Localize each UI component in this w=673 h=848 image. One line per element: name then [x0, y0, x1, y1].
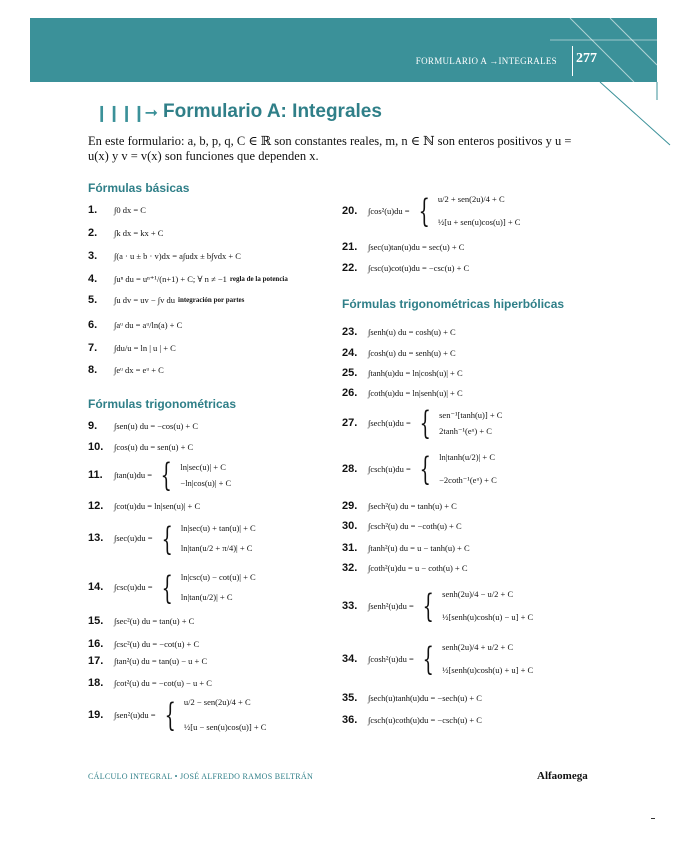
- title-row: [95, 101, 382, 123]
- formula-33: [342, 589, 533, 623]
- formula-expression: ∫csc(u)du =: [114, 582, 153, 592]
- formula-13: [88, 519, 256, 558]
- formula-note: regla de la potencia: [229, 275, 288, 283]
- brace-icon: {: [161, 568, 173, 607]
- formula-7: [88, 343, 176, 354]
- formula-number: 34.: [342, 652, 358, 665]
- formula-8: [88, 365, 164, 376]
- brace-icon: {: [422, 640, 434, 678]
- formula-expression: ∫sec²(u) du = tan(u) + C: [114, 616, 195, 626]
- brace-icon: {: [419, 450, 431, 488]
- formula-expression: ∫csch²(u) du = −coth(u) + C: [368, 521, 462, 531]
- formula-number: 28.: [342, 462, 358, 475]
- formula-36: [342, 715, 482, 726]
- formula-19: [88, 697, 266, 733]
- formula-21: [342, 242, 464, 253]
- case-2: ½[u + sen(u)cos(u)] + C: [437, 217, 521, 227]
- formula-10: [88, 442, 193, 453]
- formula-12: [88, 501, 200, 512]
- brace-icon: {: [160, 456, 172, 494]
- formula-15: [88, 616, 194, 627]
- formula-35: [342, 693, 482, 704]
- case-2: ½[u − sen(u)cos(u)] + C: [183, 722, 267, 732]
- formula-number: 4.: [88, 273, 98, 285]
- case-2: ln|tan(u/2)| + C: [180, 592, 233, 602]
- formula-20: [342, 194, 520, 228]
- formula-expression: ∫csch(u)du =: [368, 463, 411, 474]
- formula-expression: ∫sech(u)tanh(u)du = −sech(u) + C: [368, 693, 482, 703]
- formula-expression: ∫csch(u)coth(u)du = −csch(u) + C: [368, 715, 482, 725]
- formula-expression: ∫cos(u) du = sen(u) + C: [114, 442, 194, 452]
- formula-number: 30.: [342, 520, 358, 532]
- formula-30: [342, 521, 462, 532]
- formula-number: 35.: [342, 692, 358, 704]
- case-1: sen⁻¹[tanh(u)] + C: [439, 409, 503, 420]
- formula-17: [88, 656, 207, 667]
- formula-expression: ∫(a · u ± b · v)dx = a∫udx ± b∫vdx + C: [114, 251, 241, 261]
- formula-number: 13.: [88, 532, 104, 544]
- formula-29: [342, 501, 457, 512]
- case-2: 2tanh⁻¹(eᵘ) + C: [439, 425, 492, 436]
- page-mark: [651, 818, 655, 819]
- formula-number: 36.: [342, 714, 358, 726]
- formula-number: 8.: [88, 364, 98, 376]
- formula-note: integración por partes: [178, 296, 245, 304]
- formula-28: [342, 452, 497, 486]
- case-1: ln|csc(u) − cot(u)| + C: [180, 572, 256, 582]
- formula-9: [88, 421, 198, 432]
- formula-expression: ∫sec(u)tan(u)du = sec(u) + C: [368, 242, 465, 252]
- formula-24: [342, 348, 456, 359]
- formula-14: [88, 568, 256, 607]
- formula-expression: ∫sen(u) du = −cos(u) + C: [114, 421, 198, 431]
- formula-expression: ∫0 dx = C: [114, 205, 146, 215]
- formula-number: 12.: [88, 500, 104, 512]
- formula-number: 14.: [88, 581, 104, 593]
- formula-expression: ∫cot²(u) du = −cot(u) − u + C: [114, 678, 212, 688]
- formula-expression: ∫cot(u)du = ln|sen(u)| + C: [114, 501, 201, 511]
- formula-23: [342, 327, 456, 338]
- formula-expression: ∫k dx = kx + C: [114, 228, 164, 238]
- formula-number: 21.: [342, 241, 358, 253]
- formula-3: [88, 251, 241, 262]
- formula-5: [88, 295, 244, 306]
- intro-paragraph: En este formulario: a, b, p, q, C ∈ ℝ son constantes reales, m, n ∈ ℕ son enteros positivos y u = u(x) y v = v(x) son funciones que dependen x.: [88, 134, 572, 163]
- formula-number: 23.: [342, 326, 358, 338]
- brace-icon: {: [164, 696, 176, 734]
- case-1: ln|tanh(u/2)| + C: [439, 452, 496, 462]
- formula-number: 16.: [88, 638, 104, 650]
- formula-34: [342, 642, 533, 676]
- section-basic-heading: Fórmulas básicas: [88, 181, 190, 195]
- formula-number: 6.: [88, 319, 98, 331]
- formula-expression: ∫cos²(u)du =: [368, 205, 410, 216]
- formula-number: 19.: [88, 708, 104, 721]
- formula-2: [88, 228, 163, 239]
- formula-number: 9.: [88, 420, 98, 432]
- header-outline: [0, 0, 673, 150]
- formula-22: [342, 263, 469, 274]
- formula-expression: ∫eᵘ dx = eᵘ + C: [114, 365, 164, 375]
- formula-expression: ∫sech²(u) du = tanh(u) + C: [368, 501, 457, 511]
- formula-expression: ∫coth(u)du = ln|senh(u)| + C: [368, 388, 463, 398]
- case-1: ln|sec(u)| + C: [180, 461, 226, 472]
- formula-expression: ∫senh(u) du = cosh(u) + C: [368, 327, 456, 337]
- formula-expression: ∫csc²(u) du = −cot(u) + C: [114, 639, 200, 649]
- formula-25: [342, 368, 463, 379]
- formula-6: [88, 320, 182, 331]
- formula-4: [88, 274, 288, 285]
- page-title: Formulario A: Integrales: [163, 101, 382, 122]
- formula-number: 24.: [342, 347, 358, 359]
- formula-number: 7.: [88, 342, 98, 354]
- formula-expression: ∫cosh(u) du = senh(u) + C: [368, 348, 456, 358]
- case-1: senh(2u)/4 − u/2 + C: [442, 589, 514, 599]
- formula-number: 10.: [88, 441, 104, 453]
- case-2: −2coth⁻¹(eᵘ) + C: [439, 475, 497, 485]
- case-2: −ln|cos(u)| + C: [180, 477, 232, 488]
- formula-number: 20.: [342, 204, 358, 217]
- formula-number: 18.: [88, 677, 104, 689]
- formula-number: 3.: [88, 250, 98, 262]
- brace-icon: {: [161, 519, 173, 558]
- formula-number: 15.: [88, 615, 104, 627]
- case-1: ln|sec(u) + tan(u)| + C: [180, 523, 256, 533]
- formula-11: [88, 456, 232, 494]
- formula-expression: ∫u dv = uv − ∫v du: [114, 295, 175, 305]
- formula-27: [342, 404, 503, 442]
- title-arrow-icon: ❙❙❙❙➞: [95, 102, 158, 122]
- formula-expression: ∫csc(u)cot(u)du = −csc(u) + C: [368, 263, 470, 273]
- case-1: senh(2u)/4 + u/2 + C: [442, 642, 514, 652]
- formula-expression: ∫tan(u)du =: [114, 469, 153, 480]
- formula-expression: ∫uⁿ du = uⁿ⁺¹/(n+1) + C; ∀ n ≠ −1: [114, 274, 227, 284]
- case-2: ½[senh(u)cosh(u) − u] + C: [442, 612, 534, 622]
- brace-icon: {: [418, 192, 430, 230]
- formula-number: 25.: [342, 367, 358, 379]
- formula-expression: ∫sec(u)du =: [114, 533, 153, 543]
- section-trig-heading: Fórmulas trigonométricas: [88, 397, 237, 411]
- formula-26: [342, 388, 463, 399]
- formula-number: 17.: [88, 655, 104, 667]
- formula-number: 29.: [342, 500, 358, 512]
- case-1: u/2 − sen(2u)/4 + C: [183, 697, 251, 707]
- footer-book-title: CÁLCULO INTEGRAL • JOSÉ ALFREDO RAMOS BELTRÁN: [88, 772, 314, 781]
- formula-expression: ∫aᵘ du = aᵘ/ln(a) + C: [114, 320, 183, 330]
- formula-expression: ∫tanh(u)du = ln|cosh(u)| + C: [368, 368, 463, 378]
- formula-18: [88, 678, 212, 689]
- brace-icon: {: [422, 587, 434, 625]
- formula-expression: ∫tanh²(u) du = u − tanh(u) + C: [368, 543, 470, 553]
- formula-expression: ∫senh²(u)du =: [368, 600, 414, 611]
- formula-31: [342, 543, 470, 554]
- formula-expression: ∫coth²(u)du = u − coth(u) + C: [368, 563, 468, 573]
- formula-expression: ∫sen²(u)du =: [114, 709, 156, 720]
- formula-number: 1.: [88, 204, 98, 216]
- formula-number: 11.: [88, 468, 103, 481]
- formula-expression: ∫cosh²(u)du =: [368, 653, 414, 664]
- formula-number: 26.: [342, 387, 358, 399]
- case-2: ½[senh(u)cosh(u) + u] + C: [442, 665, 534, 675]
- footer-publisher: Alfaomega: [537, 770, 588, 782]
- formula-expression: ∫du/u = ln | u | + C: [114, 343, 176, 353]
- formula-number: 2.: [88, 227, 98, 239]
- formula-number: 5.: [88, 294, 98, 306]
- section-hyper-heading: Fórmulas trigonométricas hiperbólicas: [342, 297, 565, 311]
- formula-number: 27.: [342, 416, 358, 429]
- page-number: 277: [576, 51, 597, 66]
- formula-expression: ∫sech(u)du =: [368, 417, 411, 428]
- brace-icon: {: [419, 404, 431, 442]
- header-section-label: FORMULARIO A →INTEGRALES: [415, 56, 557, 66]
- case-2: ln|tan(u/2 + π/4)| + C: [180, 543, 253, 553]
- formula-32: [342, 563, 468, 574]
- formula-number: 31.: [342, 542, 358, 554]
- formula-expression: ∫tan²(u) du = tan(u) − u + C: [114, 656, 208, 666]
- case-1: u/2 + sen(2u)/4 + C: [437, 194, 505, 204]
- formula-number: 32.: [342, 562, 358, 574]
- formula-number: 33.: [342, 599, 358, 612]
- formula-1: [88, 205, 146, 216]
- formula-16: [88, 639, 199, 650]
- formula-number: 22.: [342, 262, 358, 274]
